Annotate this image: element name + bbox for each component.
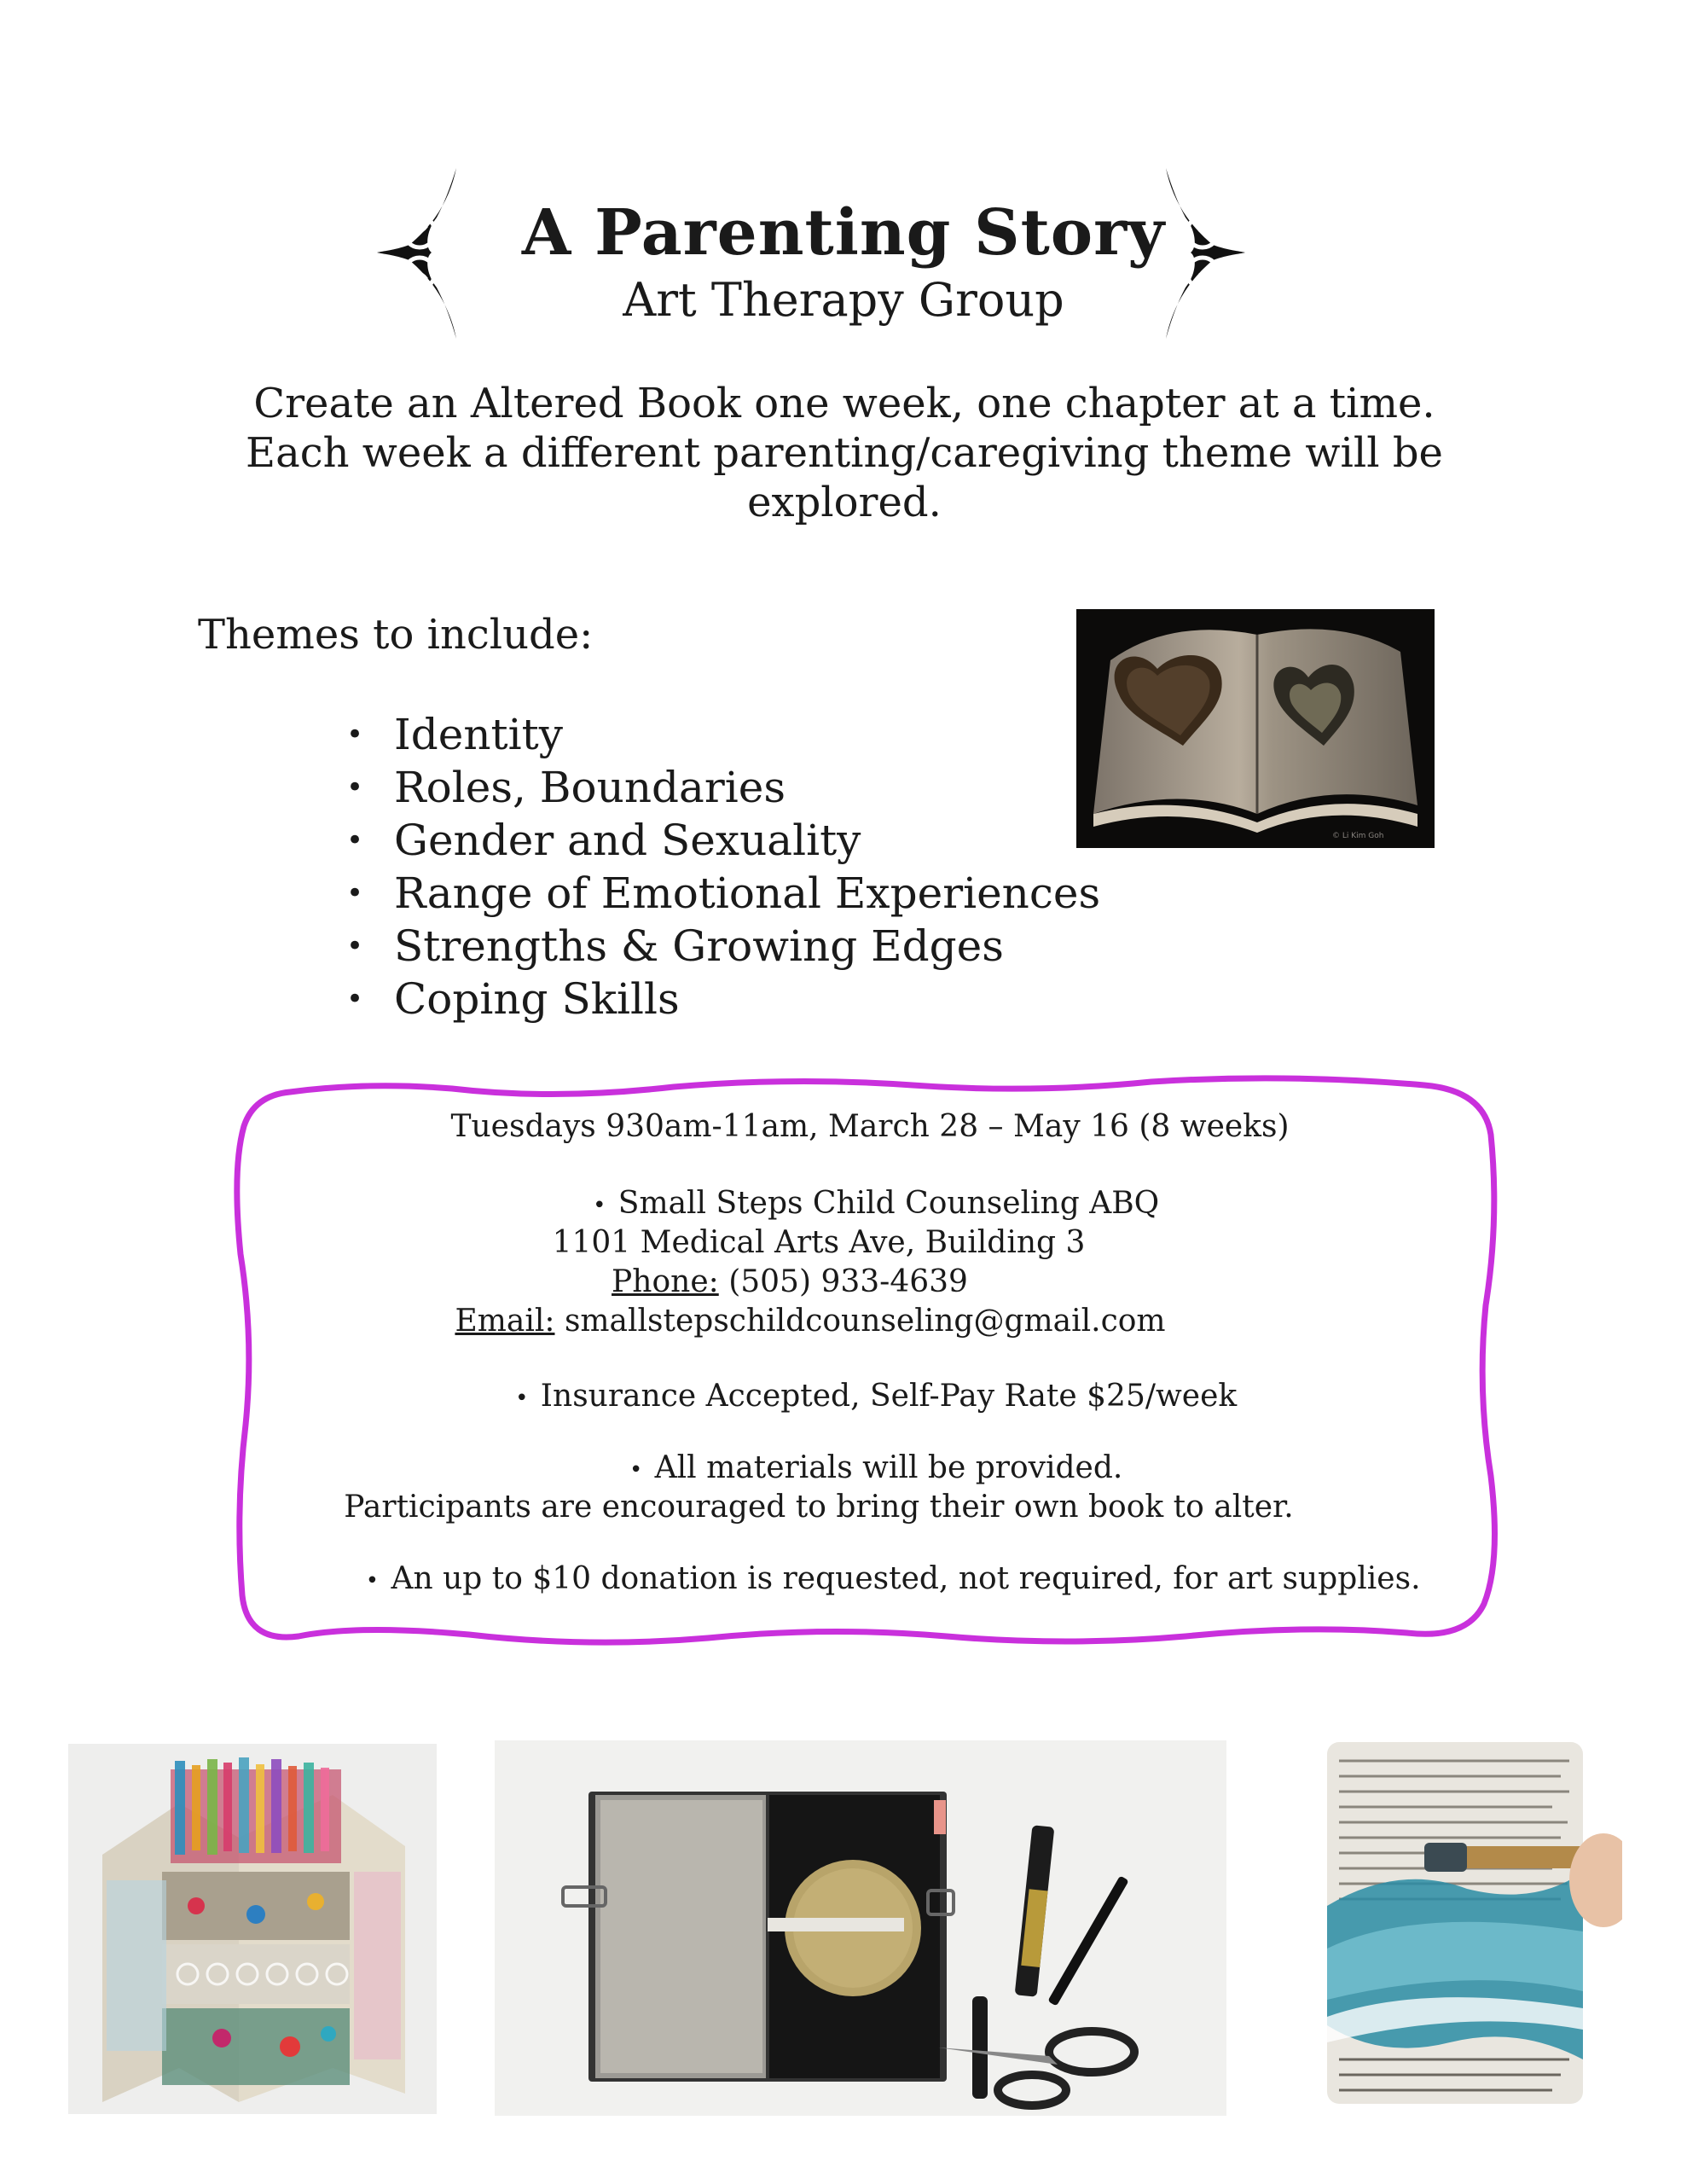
themes-heading: Themes to include: <box>198 611 594 659</box>
bullet-icon: • <box>346 717 364 752</box>
materials-line <box>230 1449 1510 1490</box>
email-link[interactable]: smallstepschildcounseling@gmail.com <box>564 1304 1166 1339</box>
bullet-icon: • <box>593 1193 606 1218</box>
list-item: • Roles, Boundaries <box>346 763 786 812</box>
bullet-icon: • <box>365 1568 380 1594</box>
bullet-icon: • <box>346 770 364 804</box>
phone-line <box>150 1263 1429 1302</box>
photo-credit <box>1332 832 1383 840</box>
phone-label: Phone: <box>612 1264 719 1299</box>
bullet-icon: • <box>346 929 364 963</box>
page-subtitle: Art Therapy Group <box>623 273 1064 327</box>
email-line <box>171 1302 1450 1341</box>
intro-text <box>239 379 1450 527</box>
list-item: • Gender and Sexuality <box>346 816 861 865</box>
list-item: • Coping Skills <box>346 974 680 1024</box>
bullet-icon: • <box>629 1457 643 1483</box>
address-text: 1101 Medical Arts Ave, Building 3 <box>552 1225 1086 1260</box>
list-item: • Range of Emotional Experiences <box>346 868 1101 918</box>
email-label: Email: <box>455 1304 555 1339</box>
list-item: • Strengths & Growing Edges <box>346 921 1004 971</box>
location-name: Small Steps Child Counseling ABQ <box>617 1186 1160 1221</box>
bring-book-text: Participants are encouraged to bring their own book to alter. <box>344 1490 1294 1525</box>
materials-text: All materials will be provided. <box>654 1450 1123 1485</box>
list-item: • Identity <box>346 710 563 759</box>
heart-book-photo <box>1076 609 1435 848</box>
donation-line <box>247 1560 1527 1600</box>
bullet-icon: • <box>346 823 364 857</box>
bullet-icon: • <box>346 876 364 910</box>
insurance-text: Insurance Accepted, Self-Pay Rate $25/week <box>540 1379 1238 1414</box>
bullet-icon: • <box>515 1385 529 1411</box>
page-title: A Parenting Story <box>521 196 1166 270</box>
bullet-icon: • <box>346 982 364 1016</box>
journal-supplies-photo <box>495 1740 1226 2116</box>
altered-book-photo <box>68 1744 437 2114</box>
phone-number[interactable]: (505) 933-4639 <box>728 1264 968 1299</box>
info-box <box>230 1066 1510 1655</box>
intro-line: explored. <box>747 479 942 526</box>
svg-text:© Li Kim Goh: © Li Kim Goh <box>1332 832 1384 840</box>
themes-list <box>341 708 1100 1025</box>
intro-line: Create an Altered Book one week, one chapter at a time. <box>253 380 1435 427</box>
location-line <box>230 1184 1510 1225</box>
schedule-text: Tuesdays 930am-11am, March 28 – May 16 (8 weeks) <box>450 1109 1290 1144</box>
painted-page-photo <box>1296 1735 1622 2109</box>
insurance-line <box>230 1377 1510 1418</box>
donation-text: An up to $10 donation is requested, not required, for art supplies. <box>391 1561 1421 1596</box>
intro-line: Each week a different parenting/caregiving theme will be <box>246 429 1443 477</box>
